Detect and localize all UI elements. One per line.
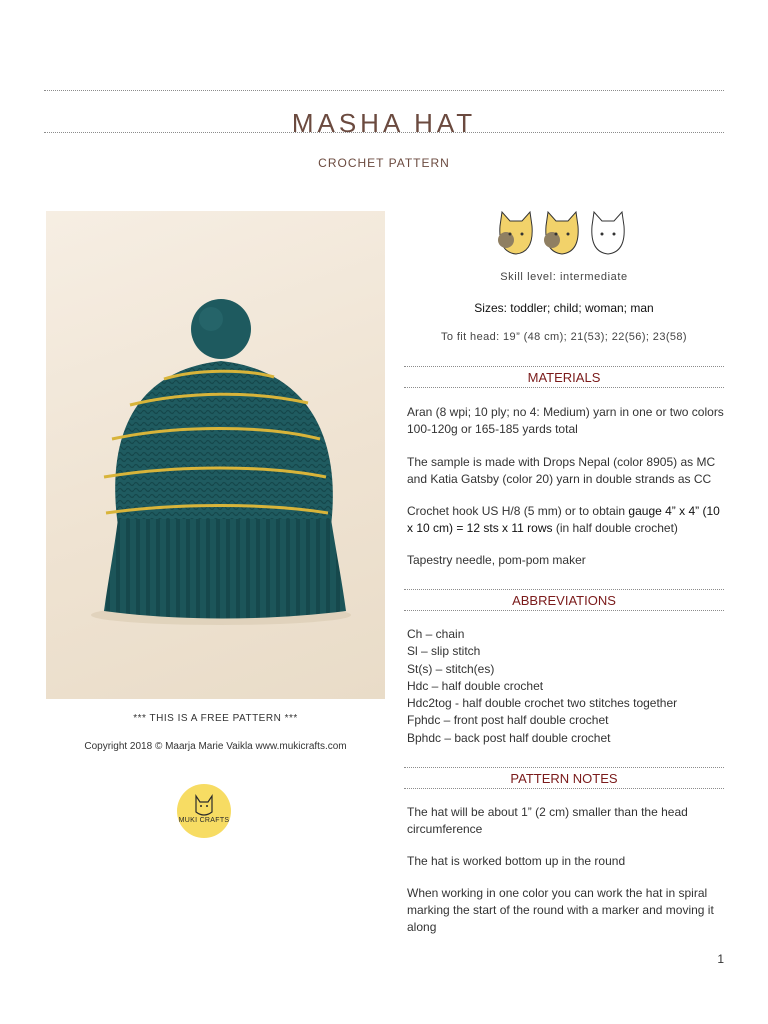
- notes-construction: The hat is worked bottom up in the round: [407, 854, 626, 868]
- list-item: Hdc2tog - half double crochet two stitches together: [407, 696, 678, 711]
- skill-rating-cats: [404, 208, 724, 258]
- logo-text: MUKI CRAFTS: [178, 817, 230, 824]
- materials-hook: [407, 503, 727, 537]
- materials-tools: Tapestry needle, pom-pom maker: [407, 553, 586, 567]
- free-pattern-note: *** THIS IS A FREE PATTERN ***: [133, 713, 298, 724]
- title-dotted-rule: [44, 132, 724, 133]
- list-item: Hdc – half double crochet: [407, 678, 544, 693]
- heading-rule: [404, 366, 724, 367]
- abbreviations-heading: [404, 589, 724, 611]
- list-item: Bphdc – back post half double crochet: [407, 730, 611, 745]
- notes-size: The hat will be about 1” (2 cm) smaller than the head circumference: [407, 805, 688, 836]
- copyright-text: Copyright 2018 © Maarja Marie Vaikla www.mukicrafts.com: [84, 741, 347, 752]
- heading-rule: [404, 589, 724, 590]
- hat-photo: [46, 211, 385, 699]
- materials-sample: The sample is made with Drops Nepal (color 8905) as MC and Katia Gatsby (color 20) yarn in double strands as CC: [407, 455, 716, 486]
- muki-crafts-logo: [177, 784, 231, 838]
- pattern-notes-heading-label: PATTERN NOTES: [510, 771, 618, 786]
- gauge-text: gauge 4” x 4” (10 x 10 cm) = 12 sts x 11 rows: [407, 504, 720, 535]
- list-item: Ch – chain: [407, 627, 465, 641]
- materials-heading-label: MATERIALS: [527, 370, 601, 385]
- skill-level: Skill level: intermediate: [500, 271, 628, 283]
- skill-cats-icon: [494, 208, 634, 258]
- materials-heading: [404, 366, 724, 388]
- list-item: Sl – slip stitch: [407, 644, 481, 659]
- list-item: Fphdc – front post half double crochet: [407, 713, 609, 728]
- page-subtitle: CROCHET PATTERN: [318, 156, 450, 170]
- hook-note: (in half double crochet): [552, 521, 678, 535]
- heading-rule: [404, 610, 724, 611]
- materials-yarn: Aran (8 wpi; 10 ply; no 4: Medium) yarn in one or two colors 100-120g or 165-185 yards total: [407, 405, 724, 436]
- heading-rule: [404, 387, 724, 388]
- hook-text: Crochet hook US H/8 (5 mm) or to obtain: [407, 504, 629, 518]
- heading-rule: [404, 788, 724, 789]
- abbreviations-heading-label: ABBREVIATIONS: [512, 593, 616, 608]
- page-title: MASHA HAT: [291, 108, 477, 139]
- page-number: 1: [717, 952, 724, 966]
- abbreviations-list: [407, 626, 727, 747]
- heading-rule: [404, 767, 724, 768]
- abbreviations-items: [407, 626, 727, 747]
- head-fit: To fit head: 19” (48 cm); 21(53); 22(56); 23(58): [440, 331, 688, 343]
- pattern-notes-heading: [404, 767, 724, 789]
- cat-logo-icon: [177, 784, 231, 838]
- notes-spiral: When working in one color you can work the hat in spiral marking the start of the round with a marker and moving it along: [407, 886, 714, 934]
- list-item: St(s) – stitch(es): [407, 661, 495, 676]
- hat-illustration: [46, 211, 385, 699]
- top-dotted-rule: [44, 90, 724, 91]
- sizes: Sizes: toddler; child; woman; man: [474, 301, 654, 315]
